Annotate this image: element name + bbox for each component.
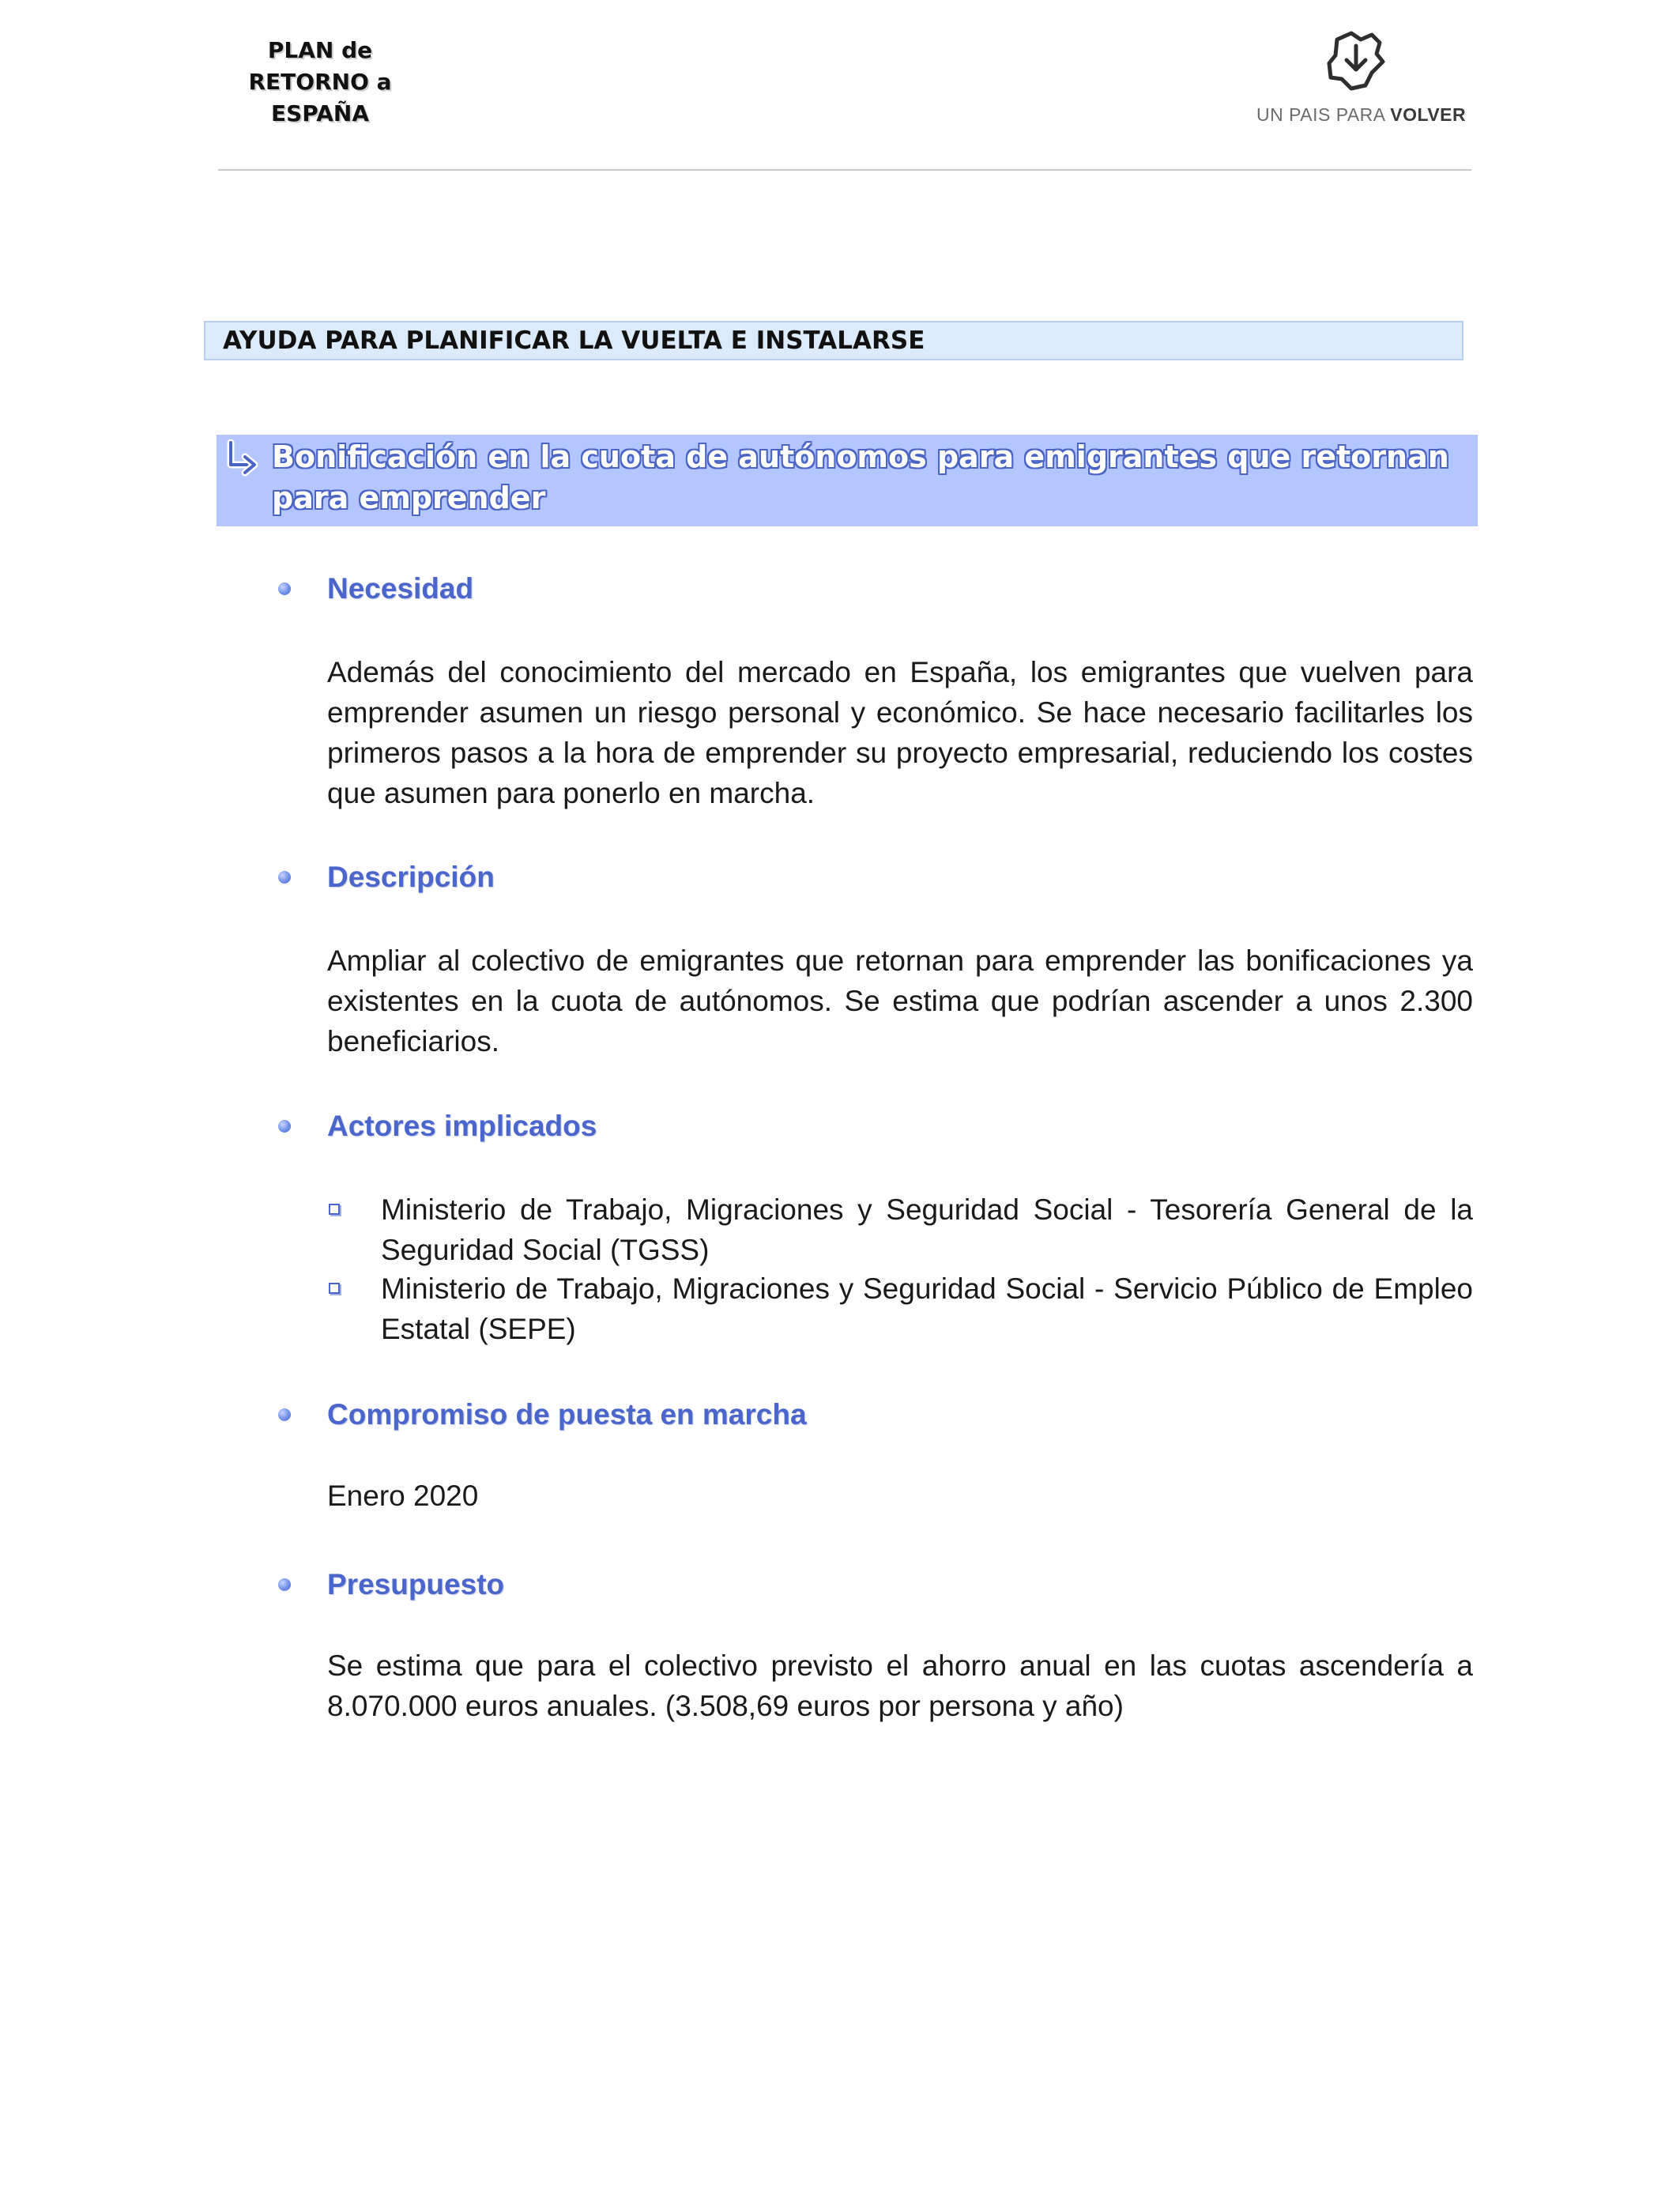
text-compromiso: Enero 2020	[327, 1480, 479, 1512]
list-item: Ministerio de Trabajo, Migraciones y Seguridad Social - Servicio Público de Empleo Estatal (SEPE)	[381, 1272, 1473, 1345]
heading-compromiso: Compromiso de puesta en marcha	[327, 1398, 807, 1431]
heading-actores: Actores implicados	[327, 1110, 597, 1142]
bullet-icon	[278, 1578, 291, 1591]
heading-presupuesto: Presupuesto	[327, 1568, 505, 1600]
text-presupuesto: Se estima que para el colectivo previsto el ahorro anual en las cuotas ascendería a 8.070.000 euros anuales. (3.508,69 euros por persona y año)	[327, 1649, 1473, 1722]
logo-tagline-regular: UN PAIS PARA	[1256, 104, 1391, 125]
checkbox-bullet-icon	[329, 1204, 340, 1215]
section-title: AYUDA PARA PLANIFICAR LA VUELTA E INSTALARSE	[204, 321, 1463, 360]
arrow-down-right-icon	[223, 439, 261, 479]
plan-line-3: ESPAÑA	[270, 100, 370, 126]
logo-tagline	[1256, 104, 1467, 126]
list-item: Ministerio de Trabajo, Migraciones y Seguridad Social - Tesorería General de la Seguridad Social (TGSS)	[381, 1193, 1473, 1266]
heading-necesidad: Necesidad	[327, 572, 474, 605]
logo-tagline-bold: VOLVER	[1390, 104, 1467, 125]
measure-title: Bonificación en la cuota de autónomos para emigrantes que retornan para emprender	[272, 439, 1449, 515]
bullet-icon	[278, 582, 291, 595]
measure-title-box	[217, 435, 1478, 526]
bullet-icon	[278, 1120, 291, 1133]
text-necesidad: Además del conocimiento del mercado en España, los emigrantes que vuelven para emprender asumen un riesgo personal y económico. Se hace necesario facilitarles los primeros pasos a la hora de emprender su proyecto empresarial, reduciendo los costes que asumen para ponerlo en marcha.	[327, 656, 1473, 809]
un-pais-para-volver-logo	[1256, 28, 1467, 131]
header-divider	[218, 169, 1471, 171]
map-arrow-icon	[1320, 28, 1391, 95]
heading-descripcion: Descripción	[327, 861, 495, 893]
bullet-icon	[278, 1408, 291, 1421]
text-descripcion: Ampliar al colectivo de emigrantes que retornan para emprender las bonificaciones ya existentes en la cuota de autónomos. Se estima que podrían ascender a unos 2.300 beneficiarios.	[327, 944, 1473, 1057]
bullet-icon	[278, 871, 291, 884]
plan-retorno-logo-text	[237, 35, 403, 130]
plan-line-2: RETORNO a	[248, 69, 392, 95]
checkbox-bullet-icon	[329, 1283, 340, 1294]
plan-line-1: PLAN de	[267, 37, 373, 63]
